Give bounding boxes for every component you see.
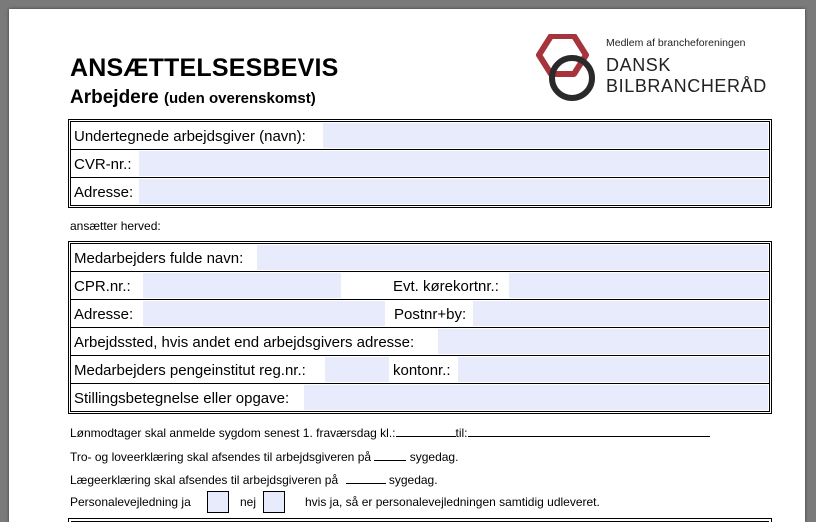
- dansk-bilbrancheraad-logo: [535, 34, 785, 104]
- document-page: [9, 9, 805, 522]
- logo-tagline: Medlem af brancheforeningen: [606, 37, 746, 49]
- employee-bank-label: Medarbejders pengeinstitut reg.nr.:: [74, 362, 306, 379]
- personnel-guide-yes-checkbox[interactable]: [207, 491, 229, 513]
- employee-cpr-label: CPR.nr.:: [74, 278, 131, 295]
- next-section-box: [68, 518, 772, 522]
- employer-section: [68, 119, 772, 208]
- employee-fullname-label: Medarbejders fulde navn:: [74, 250, 244, 267]
- declaration-day-field[interactable]: [374, 449, 406, 461]
- sickness-time-field[interactable]: [396, 425, 456, 437]
- employee-postal-field[interactable]: [473, 301, 768, 326]
- employee-license-field[interactable]: [509, 273, 768, 298]
- employer-address-row: [71, 178, 769, 205]
- employee-fullname-field[interactable]: [257, 245, 768, 270]
- employee-account-field[interactable]: [458, 357, 768, 382]
- personnel-guide-no-label: nej: [240, 495, 257, 509]
- subtitle-paren: (uden overenskomst): [163, 90, 316, 107]
- medical-certificate-text: Lægeerklæring skal afsendes til arbejdsgiveren på: [70, 473, 339, 487]
- personnel-guide-yes-label: Personalevejledning ja: [70, 495, 191, 509]
- employee-bank-reg-field[interactable]: [325, 357, 389, 382]
- employee-bank-row: [71, 356, 769, 384]
- employee-fullname-row: [71, 244, 769, 272]
- personnel-guide-no-checkbox[interactable]: [263, 491, 285, 513]
- hires-text: ansætter herved:: [70, 219, 161, 233]
- employer-cvr-field[interactable]: [139, 151, 768, 176]
- subtitle-main: Arbejdere: [70, 87, 159, 108]
- employer-address-field[interactable]: [139, 179, 768, 204]
- sickness-report-text: Lønmodtager skal anmelde sygdom senest 1. fraværsdag kl.:: [70, 426, 396, 440]
- employee-cpr-field[interactable]: [143, 273, 341, 298]
- personnel-guide-note: hvis ja, så er personalevejledningen samtidig udleveret.: [305, 495, 600, 509]
- sickness-until-field[interactable]: [468, 425, 710, 437]
- sickness-report-line: [70, 425, 710, 440]
- employer-name-field[interactable]: [323, 123, 768, 148]
- employee-workplace-row: [71, 328, 769, 356]
- employer-name-row: [71, 122, 769, 150]
- medical-certificate-sickday-text: sygedag.: [388, 473, 438, 487]
- employer-name-label: Undertegnede arbejdsgiver (navn):: [74, 128, 306, 145]
- employee-workplace-label: Arbejdssted, hvis andet end arbejdsgivers adresse:: [74, 334, 415, 351]
- employee-address-label: Adresse:: [74, 306, 134, 323]
- employer-cvr-row: [71, 150, 769, 178]
- sickness-until-text: til:: [455, 426, 468, 440]
- document-subtitle: [70, 87, 316, 109]
- employee-address-row: [71, 300, 769, 328]
- logo-line1: DANSK: [606, 55, 672, 75]
- employee-cpr-row: [71, 272, 769, 300]
- employee-position-label: Stillingsbetegnelse eller opgave:: [74, 390, 290, 407]
- declaration-text: Tro- og loveerklæring skal afsendes til arbejdsgiveren på: [70, 450, 372, 464]
- declaration-line: [70, 449, 458, 464]
- employer-cvr-label: CVR-nr.:: [74, 156, 132, 173]
- document-title: ANSÆTTELSESBEVIS: [70, 54, 339, 82]
- employee-postal-label: Postnr+by:: [394, 306, 467, 323]
- medical-certificate-day-field[interactable]: [346, 472, 386, 484]
- employee-position-row: [71, 384, 769, 411]
- employee-section: [68, 241, 772, 414]
- employee-account-label: kontonr.:: [393, 362, 451, 379]
- employee-address-field[interactable]: [143, 301, 385, 326]
- employee-position-field[interactable]: [304, 385, 768, 410]
- interlocked-hexagon-circle-logo-icon: [535, 34, 601, 104]
- declaration-sickday-text: sygedag.: [409, 450, 459, 464]
- employer-address-label: Adresse:: [74, 184, 134, 201]
- employee-workplace-field[interactable]: [438, 329, 768, 354]
- medical-certificate-line: [70, 472, 438, 487]
- logo-line2: BILBRANCHERÅD: [606, 76, 767, 96]
- employee-license-label: Evt. kørekortnr.:: [393, 278, 499, 295]
